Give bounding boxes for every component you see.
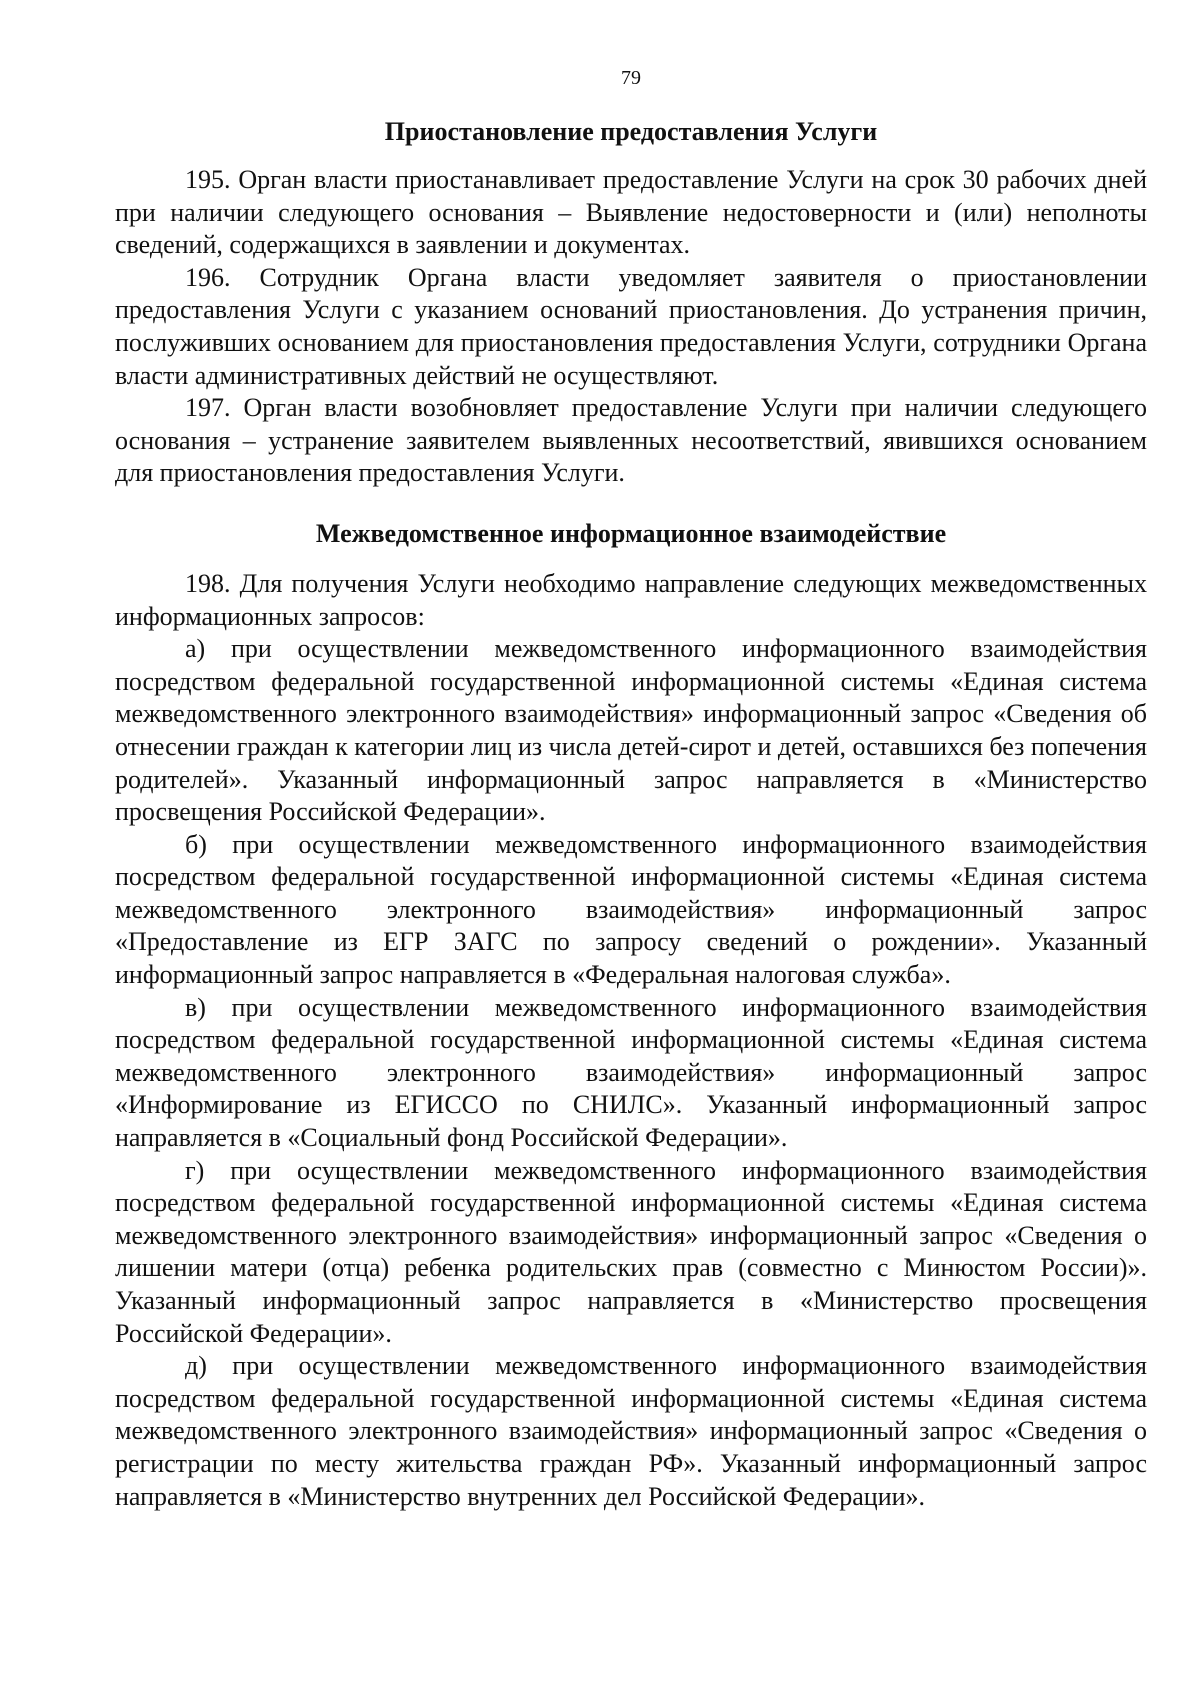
paragraph-195: 195. Орган власти приостанавливает предоставление Услуги на срок 30 рабочих дней при наличии следующего основания – Выявление недостоверности и (или) неполноты сведений, содержащихся в заявлении и документах.	[115, 165, 1147, 260]
paragraph-198-g: г) при осуществлении межведомственного информационного взаимодействия посредством федеральной государственной информационной системы «Единая система межведомственного электронного взаимодействия» информационный запрос «Сведения о лишении матери (отца) ребенка родительских прав (совместно с Минюстом России)». Указанный информационный запрос направляется в «Министерство просвещения Российской Федерации».	[115, 1155, 1147, 1348]
paragraph-196: 196. Сотрудник Органа власти уведомляет заявителя о приостановлении предоставления Услуги с указанием оснований приостановления. До устранения причин, послуживших основанием для приостановления предоставления Услуги, сотрудники Органа власти административных действий не осуществляют.	[115, 262, 1147, 390]
paragraph-198-d: д) при осуществлении межведомственного информационного взаимодействия посредством федеральной государственной информационной системы «Единая система межведомственного электронного взаимодействия» информационный запрос «Сведения о регистрации по месту жительства граждан РФ». Указанный информационный запрос направляется в «Министерство внутренних дел Российской Федерации».	[115, 1351, 1147, 1511]
page-number: 79	[621, 67, 641, 89]
paragraph-198-b: б) при осуществлении межведомственного информационного взаимодействия посредством федеральной государственной информационной системы «Единая система межведомственного электронного взаимодействия» информационный запрос «Предоставление из ЕГР ЗАГС по запросу сведений о рождении». Указанный информационный запрос направляется в «Федеральная налоговая служба».	[115, 829, 1147, 990]
paragraph-198-a: а) при осуществлении межведомственного информационного взаимодействия посредством федеральной государственной информационной системы «Единая система межведомственного электронного взаимодействия» информационный запрос «Сведения об отнесении граждан к категории лиц из числа детей-сирот и детей, оставшихся без попечения родителей». Указанный информационный запрос направляется в «Министерство просвещения Российской Федерации».	[115, 634, 1147, 827]
section-heading-suspension: Приостановление предоставления Услуги	[384, 117, 878, 146]
paragraph-197: 197. Орган власти возобновляет предоставление Услуги при наличии следующего основания – устранение заявителем выявленных несоответствий, явившихся основанием для приостановления предоставления Услуги.	[115, 393, 1147, 488]
section-heading-interagency: Межведомственное информационное взаимодействие	[315, 518, 947, 548]
paragraph-198: 198. Для получения Услуги необходимо направление следующих межведомственных информационных запросов:	[115, 568, 1147, 631]
document-page	[115, 66, 1147, 1513]
paragraph-198-v: в) при осуществлении межведомственного информационного взаимодействия посредством федеральной государственной информационной системы «Единая система межведомственного электронного взаимодействия» информационный запрос «Информирование из ЕГИССО по СНИЛС». Указанный информационный запрос направляется в «Социальный фонд Российской Федерации».	[115, 992, 1147, 1153]
